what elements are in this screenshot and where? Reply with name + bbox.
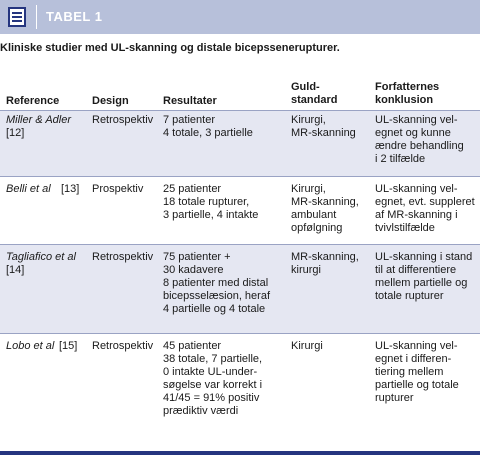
row-1-gold: Kirurgi, MR-skanning	[291, 114, 356, 139]
row-3-design: Retrospektiv	[92, 251, 154, 263]
row-1-author: Miller & Adler	[6, 114, 71, 126]
row-2-results: 25 patienter 18 totale rupturer, 3 partielle, 4 intakte	[163, 183, 259, 221]
table-bottom-rule	[0, 451, 480, 455]
row-1-conclusion: UL-skanning vel- egnet og kunne ændre behandling i 2 tilfælde	[375, 114, 464, 165]
row-2-design: Prospektiv	[92, 183, 144, 195]
row-1-design: Retrospektiv	[92, 114, 154, 126]
row-3-results: 75 patienter + 30 kadavere 8 patienter med distal bicepsselæsion, heraf 4 partielle og 4 totale	[163, 251, 271, 315]
column-header-results: Resultater	[163, 95, 217, 107]
table-header-bar	[0, 0, 480, 34]
row-2-gold: Kirurgi, MR-skanning, ambulant opfølgning	[291, 183, 359, 234]
row-2-ref: [13]	[61, 183, 80, 195]
row-4-gold: Kirurgi	[291, 340, 323, 352]
table-title: TABEL 1	[46, 9, 103, 24]
column-header-design: Design	[92, 95, 129, 107]
row-4-ref: [15]	[59, 340, 78, 352]
row-4-results: 45 patienter 38 totale, 7 partielle, 0 intakte UL-under- søgelse var korrekt i 41/45 = 91% positiv prædiktiv værdi	[163, 340, 263, 417]
header-divider	[36, 5, 37, 29]
row-1-results: 7 patienter 4 totale, 3 partielle	[163, 114, 253, 139]
column-header-conclusion: Forfatternes konklusion	[375, 81, 440, 106]
row-3-gold: MR-skanning, kirurgi	[291, 251, 359, 276]
row-rule	[0, 333, 480, 334]
row-4-design: Retrospektiv	[92, 340, 154, 352]
row-3-author: Tagliafico et al	[6, 251, 76, 263]
table-caption: Kliniske studier med UL-skanning og distale bicepssenerupturer.	[0, 42, 340, 54]
row-4-author: Lobo et al	[6, 340, 55, 352]
table-icon	[8, 7, 26, 27]
row-2-conclusion: UL-skanning vel- egnet, evt. suppleret af MR-skanning i tvivlstilfælde	[375, 183, 475, 234]
row-2-author: Belli et al	[6, 183, 51, 195]
row-3-conclusion: UL-skanning i stand til at differentiere mellem partielle og totale rupturer	[375, 251, 473, 302]
row-4-conclusion: UL-skanning vel- egnet i differen- tiering mellem partielle og totale rupturer	[375, 340, 459, 404]
row-1-ref: [12]	[6, 127, 25, 139]
column-header-gold-standard: Guld- standard	[291, 81, 338, 106]
column-header-reference: Reference	[6, 95, 60, 107]
row-rule	[0, 176, 480, 177]
row-3-ref: [14]	[6, 264, 25, 276]
